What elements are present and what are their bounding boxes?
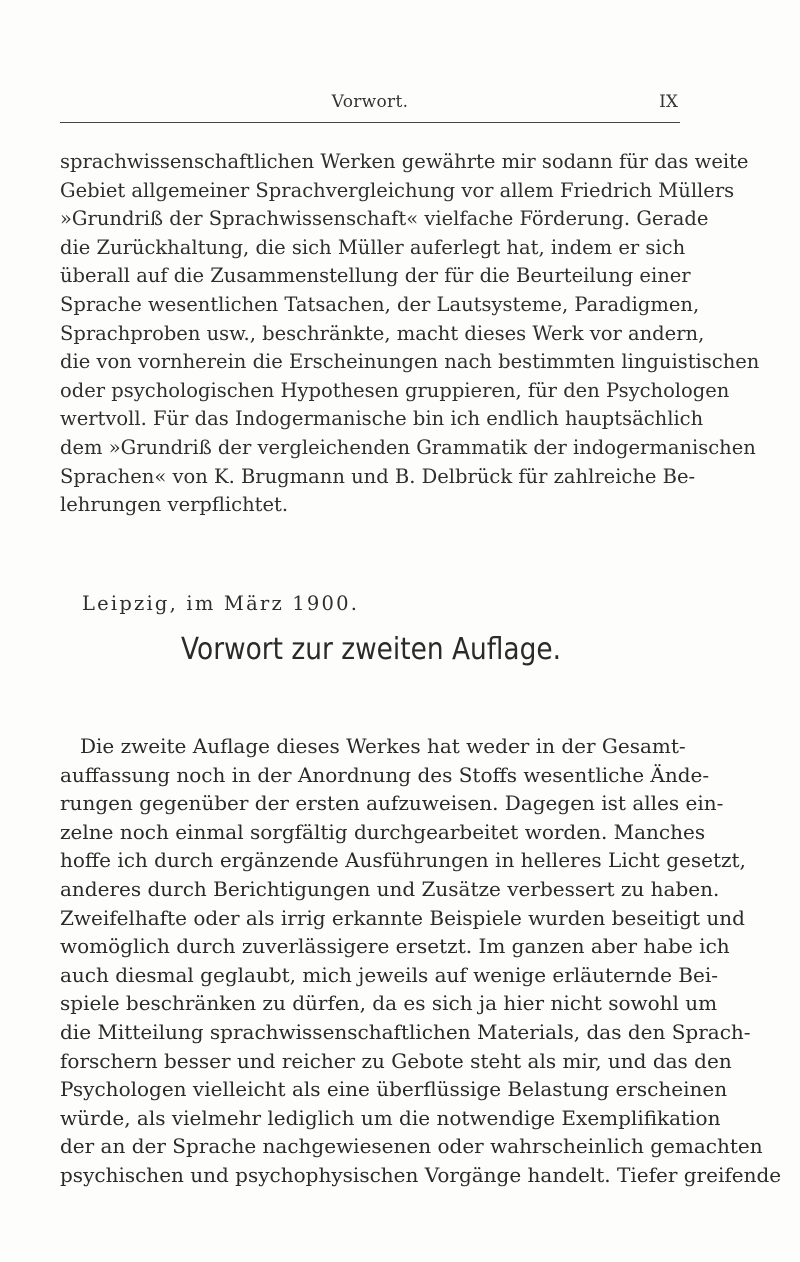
- running-head: [60, 86, 680, 123]
- text-line: würde, als vielmehr lediglich um die notwendige Exemplifikation: [60, 1105, 721, 1130]
- text-line: Psychologen vielleicht als eine überflüssige Belastung erscheinen: [60, 1077, 728, 1102]
- text-line: Sprachproben usw., beschränkte, macht dieses Werk vor andern,: [60, 321, 705, 345]
- text-line: Die zweite Auflage dieses Werkes hat weder in der Gesamt-: [80, 734, 686, 758]
- text-line: die Mitteilung sprachwissenschaftlichen Materials, das den Sprach-: [60, 1019, 751, 1044]
- text-line: Gebiet allgemeiner Sprachvergleichung vor allem Friedrich Müllers: [60, 178, 735, 202]
- text-line: wertvoll. Für das Indogermanische bin ich endlich hauptsächlich: [60, 407, 704, 431]
- text-line: oder psychologischen Hypothesen gruppieren, für den Psychologen: [60, 378, 730, 402]
- running-head-title: Vorwort.: [331, 92, 409, 112]
- text-line: zelne noch einmal sorgfältig durchgearbeitet worden. Manches: [60, 819, 706, 844]
- text-line: sprachwissenschaftlichen Werken gewährte mir sodann für das weite: [60, 150, 749, 173]
- paragraph-second-edition: [60, 732, 782, 1190]
- text-line: »Grundriß der Sprachwissenschaft« vielfache Förderung. Gerade: [60, 207, 709, 231]
- place-date-signature: Leipzig, im März 1900.: [82, 592, 360, 615]
- text-line: womöglich durch zuverlässigere ersetzt. Im ganzen aber habe ich: [60, 934, 730, 959]
- text-line: überall auf die Zusammenstellung der für die Beurteilung einer: [60, 264, 691, 288]
- text-line: dem »Grundriß der vergleichenden Grammatik der indogermanischen: [60, 435, 756, 459]
- paragraph-preface-continued: [60, 148, 760, 520]
- text-line: auffassung noch in der Anordnung des Stoffs wesentliche Ände-: [60, 762, 710, 787]
- text-line: die von vornherein die Erscheinungen nach bestimmten linguistischen: [60, 350, 760, 374]
- text-line: Zweifelhafte oder als irrig erkannte Beispiele wurden beseitigt und: [60, 905, 745, 930]
- page-number: IX: [659, 92, 678, 112]
- text-line: lehrungen verpflichtet.: [60, 493, 289, 517]
- text-line: Sprachen« von K. Brugmann und B. Delbrück für zahlreiche Be-: [60, 464, 696, 488]
- text-line: anderes durch Berichtigungen und Zusätze verbessert zu haben.: [60, 876, 720, 901]
- text-line: die Zurückhaltung, die sich Müller auferlegt hat, indem er sich: [60, 235, 686, 259]
- text-line: hoffe ich durch ergänzende Ausführungen in helleres Licht gesetzt,: [60, 848, 746, 873]
- text-line: spiele beschränken zu dürfen, da es sich ja hier nicht sowohl um: [60, 991, 718, 1016]
- text-line: der an der Sprache nachgewiesenen oder wahrscheinlich gemachten: [60, 1134, 763, 1159]
- text-line: psychischen und psychophysischen Vorgänge handelt. Tiefer greifende: [60, 1162, 782, 1187]
- text-line: forschern besser und reicher zu Gebote steht als mir, und das den: [60, 1048, 732, 1073]
- text-line: auch diesmal geglaubt, mich jeweils auf wenige erläuternde Bei-: [60, 962, 718, 987]
- section-heading: Vorwort zur zweiten Auflage.: [181, 632, 561, 667]
- text-line: rungen gegenüber der ersten aufzuweisen. Dagegen ist alles ein-: [60, 791, 724, 816]
- text-line: Sprache wesentlichen Tatsachen, der Lautsysteme, Paradigmen,: [60, 292, 700, 316]
